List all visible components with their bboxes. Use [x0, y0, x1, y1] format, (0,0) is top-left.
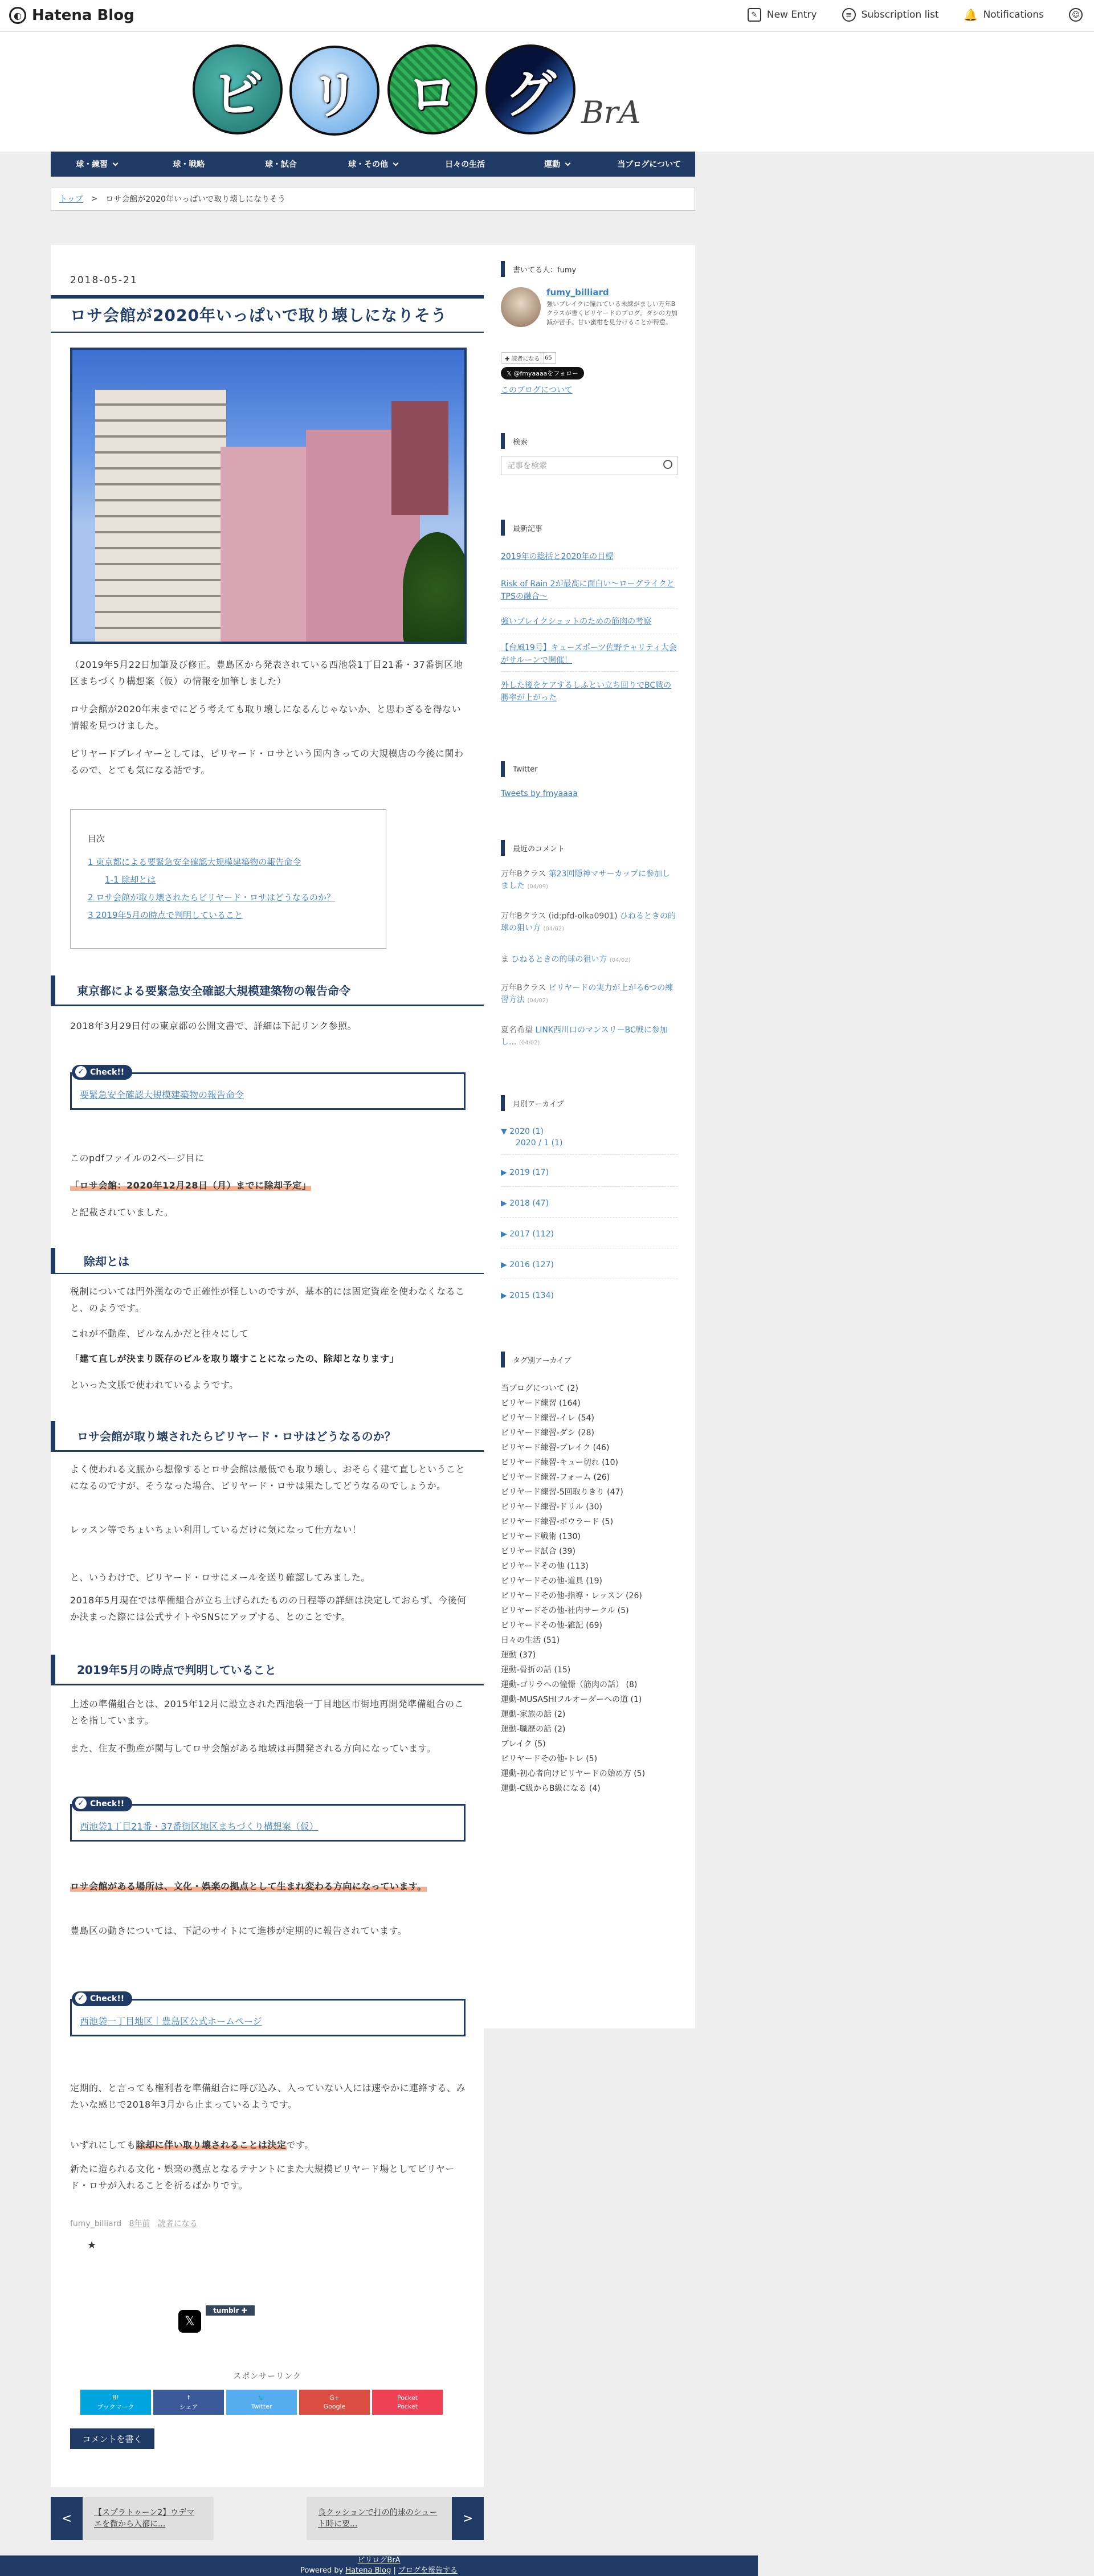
tag-link[interactable]: 当ブログについて (2) [501, 1384, 579, 1393]
chevron-down-icon [113, 160, 119, 166]
chevron-down-icon [393, 160, 399, 166]
recent-comment[interactable]: 万年Bクラス ビリヤードの実力が上がる6つの練習方法 (04/02) [501, 983, 673, 1005]
toc-item[interactable]: 3 2019年5月の時点で判明していること [88, 910, 243, 920]
tag-link[interactable]: ビリヤード練習-フォーム (26) [501, 1473, 610, 1482]
paragraph: これが不動産、ビルなんかだと往々にして [70, 1328, 249, 1339]
archive-year[interactable]: ▶ 2016 (127) [501, 1260, 554, 1269]
header-bubble-ri: リ [289, 46, 379, 136]
footer-credits: Powered by Hatena Blog | ブログを報告する [300, 2566, 458, 2575]
meta-author[interactable]: fumy_billiard [70, 2219, 122, 2228]
profile-description: 強いブレイクに憧れている未練がましい万年Bクラスが書くビリヤードのブログ。ダシの力加減が苦手。甘い蜜柑を見分けることが得意。 [546, 300, 678, 326]
sidebar [484, 245, 695, 2028]
tag-link[interactable]: ビリヤードその他-指導・レッスン (26) [501, 1591, 642, 1601]
account-button[interactable] [1069, 8, 1083, 22]
article-date: 2018-05-21 [70, 275, 138, 286]
breadcrumb-home[interactable]: トップ [59, 195, 83, 204]
avatar[interactable] [501, 287, 541, 327]
paragraph: このpdfファイルの2ページ目に [70, 1153, 205, 1164]
tag-link[interactable]: ビリヤードその他-道具 (19) [501, 1577, 602, 1586]
paragraph: 上述の準備組合とは、2015年12月に設立された西池袋一丁目地区市街地再開発準備組合のことを指しています。 [70, 1699, 464, 1726]
chevron-right-icon: > [452, 2497, 484, 2540]
paragraph: 2018年3月29日付の東京都の公開文書で、詳細は下記リンク参照。 [70, 1020, 357, 1031]
table-of-contents [70, 809, 386, 949]
tag-link[interactable]: ビリヤード試合 (39) [501, 1547, 575, 1556]
paragraph: 定期的、と言っても権利者を準備組合に呼び込み、入っていない人には速やかに連絡する、みたいな感じで2018年3月から止まっているようです。 [70, 2083, 466, 2110]
tag-link[interactable]: ビリヤードその他-社内サークル (5) [501, 1606, 629, 1615]
paragraph-bold: 「建て直しが決まり既存のビルを取り壊すことになったの、除却となります」 [70, 1353, 399, 1364]
twitter-timeline-link[interactable]: Tweets by fmyaaaa [501, 789, 578, 798]
prev-article[interactable] [51, 2497, 214, 2540]
check-box-2 [70, 1799, 466, 1842]
check-box-1 [70, 1068, 466, 1110]
recent-comment[interactable]: 万年Bクラス 第23回隠神マサーカップに参加しました (04/09) [501, 869, 671, 891]
archive-year[interactable]: ▶ 2019 (17) [501, 1168, 549, 1177]
section-heading-2: ロサ会館が取り壊されたらビリヤード・ロサはどうなるのか？ [51, 1421, 484, 1452]
star-icon[interactable]: ★ [87, 2239, 97, 2251]
footer-hatena-link[interactable]: Hatena Blog [345, 2566, 391, 2575]
header-suffix: BrA [581, 95, 641, 130]
prev-article-title: 【スプラトゥーン2】ウデマエを微から入都に... [83, 2497, 214, 2540]
sidebar-heading-twitter: Twitter [501, 761, 538, 777]
nav-tab-practice[interactable]: 球・練習 [51, 152, 143, 177]
new-entry-button[interactable]: ✎ New Entry [748, 8, 817, 22]
tag-link[interactable]: ビリヤードその他-雑記 (69) [501, 1621, 602, 1630]
sidebar-heading-profile: 書いてる人：fumy [501, 261, 576, 277]
share-pocket-button[interactable]: Pocket Pocket [372, 2390, 443, 2415]
toc-title: 目次 [88, 834, 105, 844]
toc-item[interactable]: 1-1 除却とは [105, 875, 156, 885]
share-hatena-button[interactable]: B! ブックマーク [80, 2390, 151, 2415]
paragraph: 豊島区の動きについては、下記のサイトにて進捗が定期的に報告されています。 [70, 1925, 407, 1936]
recent-post-link[interactable]: Risk of Rain 2が最高に面白い〜ローグライクとTPSの融合〜 [501, 579, 675, 601]
check-link[interactable]: 西池袋一丁目地区｜豊島区公式ホームページ [80, 2016, 262, 2027]
check-link[interactable]: 要緊急安全確認大規模建築物の報告命令 [80, 1089, 244, 1100]
section-heading-1: 東京都による要緊急安全確認大規模建築物の報告命令 [51, 975, 484, 1006]
next-article[interactable] [307, 2497, 484, 2540]
hatena-logo-icon: ◐ [9, 7, 26, 24]
photo-building-left [95, 390, 226, 644]
sidebar-heading-recent: 最新記事 [501, 520, 542, 536]
share-google-button[interactable]: G+ Google [299, 2390, 370, 2415]
x-share-icon[interactable]: 𝕏 [178, 2310, 201, 2333]
user-icon: ☺ [1069, 8, 1083, 22]
toc-item[interactable]: 1 東京都による要緊急安全確認大規模建築物の報告命令 [88, 857, 301, 867]
write-comment-button[interactable]: コメントを書く [70, 2428, 154, 2449]
tag-link[interactable]: ビリヤード練習-5回取りきり (47) [501, 1488, 623, 1497]
toc-item[interactable]: 2 ロサ会館が取り壊されたらビリヤード・ロサはどうなるのか？ [88, 892, 336, 903]
photo-building-sign [391, 401, 448, 515]
highlight-text: ロサ会館がある場所は、文化・娯楽の拠点として生まれ変わる方向になっています。 [70, 1881, 427, 1892]
archive-year[interactable]: ▼ 2020 (1) [501, 1127, 544, 1136]
archive-month[interactable]: 2020 / 1 (1) [516, 1138, 563, 1148]
footer-report-link[interactable]: ブログを報告する [398, 2566, 458, 2575]
photo-tree [403, 532, 467, 644]
paragraph: と記載されていました。 [70, 1207, 174, 1218]
tag-link[interactable]: 運動-家族の話 (2) [501, 1710, 566, 1719]
paragraph: （2019年5月22日加筆及び修正。豊島区から発表されている西池袋1丁目21番・37番街区地区まちづくり構想案（仮）の情報を加筆しました） [70, 659, 463, 687]
notifications-button[interactable]: 🔔 Notifications [964, 8, 1044, 22]
profile-name[interactable]: fumy_billiard [546, 287, 609, 297]
divider [501, 1217, 677, 1218]
nav-tab-match[interactable]: 球・試合 [264, 160, 297, 169]
nav-tab-strategy[interactable]: 球・戦略 [173, 160, 205, 169]
paragraph-mixed: いずれにしても除却に伴い取り壊されることは決定です。 [70, 2140, 314, 2150]
title-top-bar [51, 295, 484, 299]
sidebar-heading-comments: 最近のコメント [501, 840, 565, 856]
sidebar-heading-archive: 月別アーカイブ [501, 1095, 564, 1111]
article-photo [70, 348, 467, 644]
search-icon[interactable] [663, 460, 672, 469]
reader-count: 65 [541, 352, 556, 364]
tag-link[interactable]: ビリヤード練習 (164) [501, 1399, 581, 1408]
check-badge: ✓ Check!! [72, 1991, 132, 2006]
tag-link[interactable]: ビリヤード練習-キュー切れ (10) [501, 1458, 618, 1467]
paragraph: ビリヤードプレイヤーとしては、ビリヤード・ロサという国内きっての大規模店の今後に関わるので、とても気になる話です。 [70, 748, 464, 775]
check-box-3 [70, 1994, 466, 2036]
next-article-title: 良クッションで打の的球のシュート時に要... [307, 2497, 452, 2540]
paragraph: といった文脈で使われているようです。 [70, 1379, 239, 1390]
chevron-left-icon: < [51, 2497, 83, 2540]
divider [501, 1186, 677, 1187]
tumblr-share-button[interactable]: tumblr ✚ [206, 2305, 255, 2316]
recent-comment[interactable]: 万年Bクラス (id:pfd-olka0901) ひねるときの的球の狙い方 (04/02) [501, 912, 676, 933]
subscription-list-button[interactable]: ≡ Subscription list [842, 8, 939, 22]
tag-link[interactable]: ビリヤードその他-トレ (5) [501, 1754, 598, 1763]
check-badge: ✓ Check!! [72, 1065, 132, 1080]
header-bubble-gu: グ [485, 44, 575, 134]
tag-link[interactable]: 運動-ゴリラへの憧憬（筋肉の話） (8) [501, 1680, 638, 1689]
tag-link[interactable]: ビリヤード練習-ダシ (28) [501, 1428, 594, 1438]
hatena-logo[interactable] [9, 7, 134, 24]
tag-link[interactable]: 運動-骨折の話 (15) [501, 1665, 571, 1675]
tag-link[interactable]: ビリヤード練習-イレ (54) [501, 1414, 594, 1423]
paragraph: と、いうわけで、ビリヤード・ロサにメールを送り確認してみました。 [70, 1572, 371, 1583]
hatena-logo-text: Hatena Blog [32, 7, 134, 24]
nav-tab-exercise[interactable]: 運動 [511, 152, 603, 177]
sidebar-subscribe-button[interactable]: ✚ 読者になる [501, 352, 544, 364]
check-link[interactable]: 西池袋1丁目21番・37番街区地区まちづくり構想案（仮） [80, 1821, 319, 1832]
article-title[interactable]: ロサ会館が2020年いっぱいで取り壊しになりそう [70, 306, 447, 325]
meta-permalink[interactable]: 8年前 [129, 2219, 150, 2228]
header-bubble-bi: ビ [193, 44, 283, 134]
footer-blog-title[interactable]: ビリログBrA [357, 2556, 401, 2565]
search-input[interactable]: 記事を検索 [501, 456, 677, 475]
tag-link[interactable]: 運動-職歴の話 (2) [501, 1725, 566, 1734]
meta-subscribe[interactable]: 読者になる [157, 2219, 198, 2228]
tag-link[interactable]: ビリヤードその他 (113) [501, 1562, 589, 1571]
blog-header[interactable] [0, 32, 1094, 152]
section-heading-3: 2019年5月の時点で判明していること [51, 1655, 484, 1685]
divider [501, 1154, 677, 1155]
bell-icon: 🔔 [964, 8, 978, 22]
paragraph: また、住友不動産が関与してロサ会館がある地域は再開発される方向になっています。 [70, 1743, 436, 1754]
recent-comment[interactable]: ま ひねるときの的球の狙い方 (04/02) [501, 955, 631, 964]
archive-year[interactable]: ▶ 2017 (112) [501, 1230, 554, 1239]
sidebar-heading-search: 検索 [501, 433, 528, 449]
tag-link[interactable]: ビリヤード練習-ドリル (30) [501, 1503, 602, 1512]
recent-comment[interactable]: 夏名希望 LINK西川口のマンスリーBC戦に参加し... (04/02) [501, 1026, 668, 1047]
about-blog-link[interactable]: このブログについて [501, 386, 573, 395]
pencil-icon: ✎ [748, 8, 761, 22]
tag-link[interactable]: 日々の生活 (51) [501, 1636, 560, 1645]
breadcrumb: トップ > ロサ会館が2020年いっぱいで取り壊しになりそう [51, 187, 695, 211]
tag-link[interactable]: ビリヤード練習-ボウラード (5) [501, 1517, 614, 1526]
recent-post-link[interactable]: 2019年の総括と2020年の目標 [501, 552, 614, 561]
photo-building-mid [221, 447, 317, 644]
hatena-topbar [0, 0, 1094, 32]
nav-tab-daily[interactable]: 日々の生活 [445, 160, 485, 169]
check-badge: ✓ Check!! [72, 1797, 132, 1811]
nav-tab-about[interactable]: 当ブログについて [617, 160, 681, 169]
chevron-down-icon [565, 160, 571, 166]
recent-post-link[interactable]: 【台風19号】キューズポーツ佐野チャリティ大会がサルーンで開催！ [501, 643, 677, 665]
breadcrumb-current: ロサ会館が2020年いっぱいで取り壊しになりそう [105, 195, 285, 204]
recent-post-link[interactable]: 強いブレイクショットのための筋肉の考察 [501, 617, 652, 626]
archive-year[interactable]: ▶ 2018 (47) [501, 1199, 549, 1208]
header-bubble-ro: ロ [387, 44, 477, 134]
paragraph: ロサ会館が2020年末までにどう考えても取り壊しになるんじゃないか、と思わざるを得ない情報を見つけました。 [70, 704, 462, 731]
tag-link[interactable]: 運動-MUSASHIフルオーダーへの道 (1) [501, 1695, 642, 1704]
x-follow-button[interactable]: 𝕏 @fmyaaaaをフォロー [501, 367, 584, 379]
paragraph: 税制については門外漢なので正確性が怪しいのですが、基本的には固定資産を使わなくなること、のようです。 [70, 1286, 465, 1313]
tag-link[interactable]: 運動-初心者向けビリヤードの始め方 (5) [501, 1769, 646, 1778]
tag-link[interactable]: ブレイク (5) [501, 1740, 546, 1749]
highlight-text: 「ロサ会館：2020年12月28日（月）までに除却予定」 [70, 1180, 312, 1191]
subsection-heading: 除却とは [51, 1248, 484, 1274]
tag-link[interactable]: ビリヤード練習-ブレイク (46) [501, 1443, 610, 1452]
paragraph: レッスン等でちょいちょい利用しているだけに気になって仕方ない！ [70, 1524, 362, 1535]
paragraph: 2018年5月現在では準備組合が立ち上げられたものの日程等の詳細は決定しておらず、今後何か決まった際には公式サイトやSNSにアップする、とのことです。 [70, 1595, 467, 1622]
list-icon: ≡ [842, 8, 856, 22]
archive-year[interactable]: ▶ 2015 (134) [501, 1291, 554, 1300]
nav-tab-other[interactable]: 球・その他 [327, 152, 419, 177]
sidebar-heading-tags: タグ別アーカイブ [501, 1352, 572, 1367]
article [51, 245, 484, 2487]
recent-post-link[interactable]: 外した後をケアするしふとい立ち回りでBC戦の勝率が上がった [501, 681, 672, 703]
global-nav [51, 152, 695, 177]
paragraph: 新たに造られる文化・娯楽の拠点となるテナントにまた大規模ビリヤード場としてビリヤード・ロサが入れることを祈るばかりです。 [70, 2163, 455, 2191]
share-twitter-button[interactable]: 🐦 Twitter [226, 2390, 297, 2415]
tag-link[interactable]: 運動 (37) [501, 1651, 536, 1660]
article-meta [70, 2218, 198, 2229]
divider [501, 671, 677, 672]
footer [0, 2555, 758, 2576]
title-underline [51, 332, 484, 333]
tag-link[interactable]: 運動-C級からB級になる (4) [501, 1784, 601, 1793]
share-facebook-button[interactable]: f シェア [153, 2390, 224, 2415]
sponsored-label: スポンサーリンク [233, 2372, 301, 2381]
tag-link[interactable]: ビリヤード戦術 (130) [501, 1532, 581, 1541]
paragraph: よく使われる文脈から想像するとロサ会館は最低でも取り壊し、おそらく建て直しということになるのですが、そうなった場合、ビリヤード・ロサは果たしてどうなるのでしょうか。 [70, 1464, 466, 1491]
